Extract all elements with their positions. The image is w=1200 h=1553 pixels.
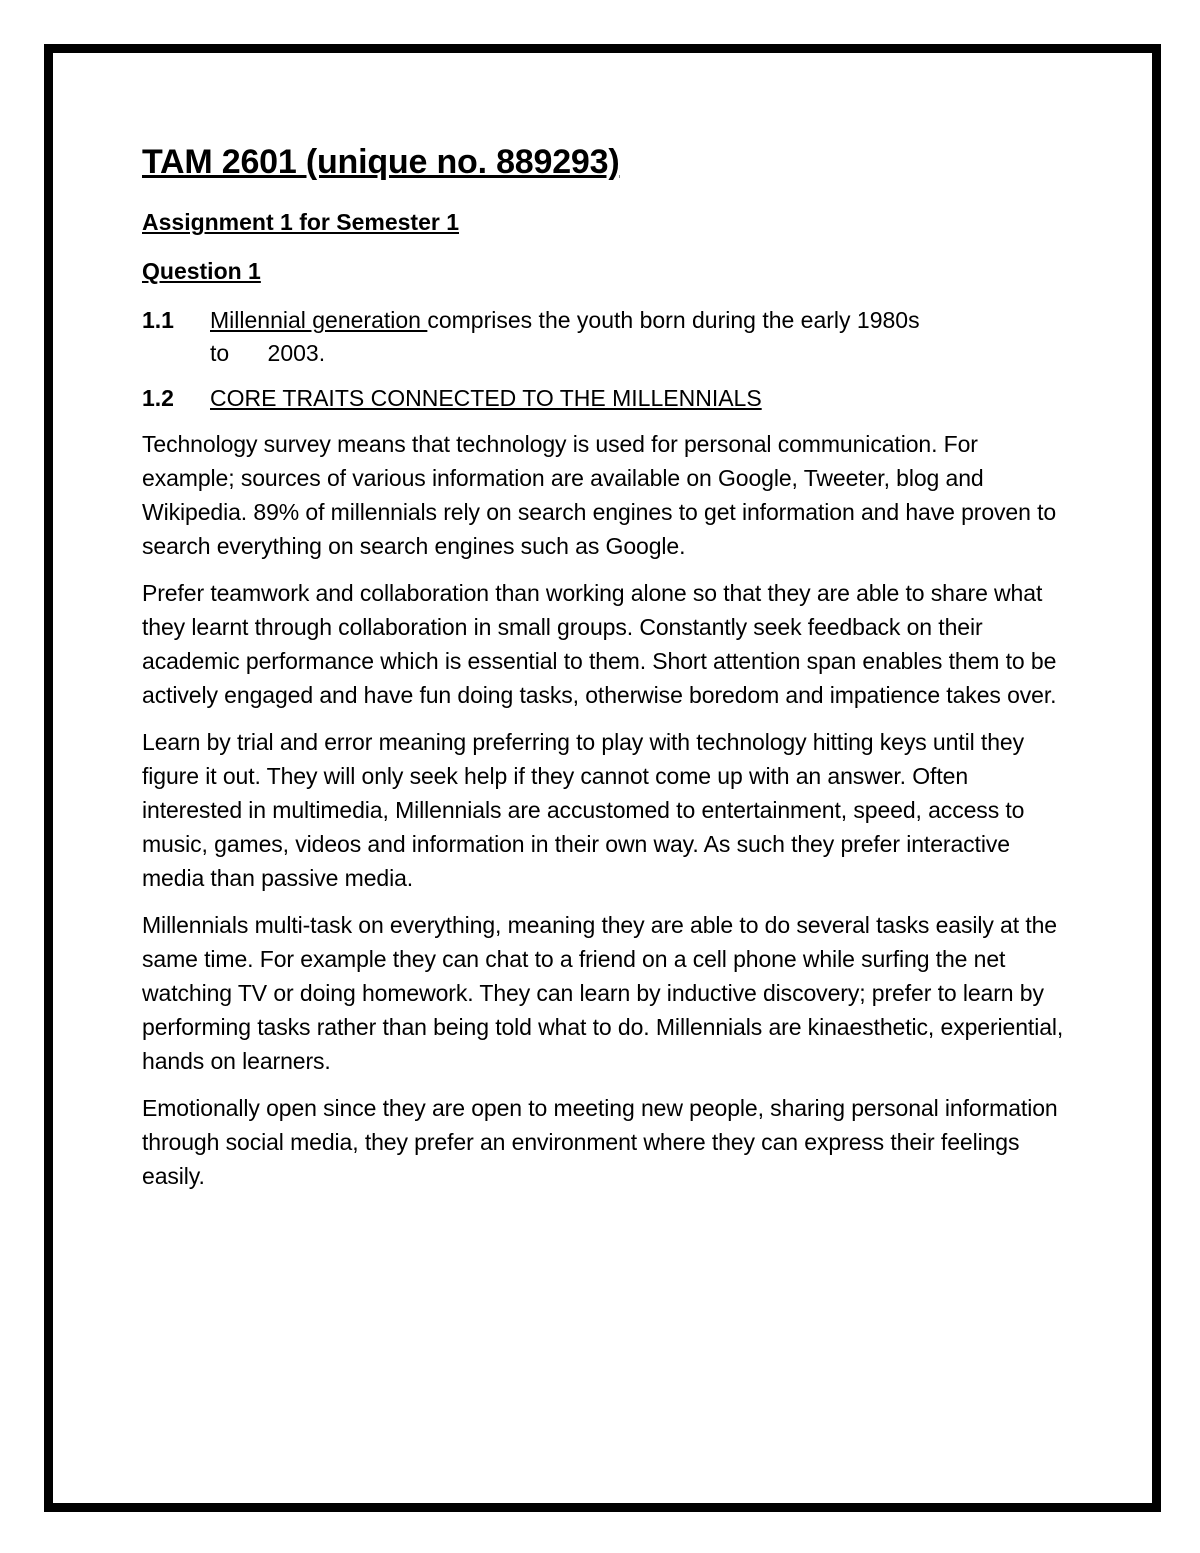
question-heading: Question 1 bbox=[142, 258, 261, 284]
item-1-1-term: Millennial generation bbox=[210, 307, 428, 333]
document-body bbox=[142, 140, 1072, 1206]
document-title: TAM 2601 (unique no. 889293) bbox=[142, 143, 620, 181]
item-1-1-text bbox=[210, 304, 1072, 370]
paragraph-technology: Technology survey means that technology is used for personal communication. For example; sources of various information are available on Google, Tweeter, blog and Wikipedia. 89% of millennials rely on search engines to get information and have proven to search everything on search engines such as Google. bbox=[142, 431, 1057, 559]
item-1-1-body: comprises the youth born during the early 1980s bbox=[427, 307, 920, 333]
item-1-1-continuation: to 2003. bbox=[210, 340, 326, 366]
assignment-heading: Assignment 1 for Semester 1 bbox=[142, 209, 460, 235]
item-1-1-number: 1.1 bbox=[142, 307, 174, 333]
paragraph-emotionally-open: Emotionally open since they are open to meeting new people, sharing personal information through social media, they prefer an environment where they can express their feelings easily. bbox=[142, 1095, 1058, 1189]
item-1-1 bbox=[142, 304, 1072, 370]
paragraph-trial-and-error: Learn by trial and error meaning preferring to play with technology hitting keys until they figure it out. They will only seek help if they cannot come up with an answer. Often interested in multimedia, Millennials are accustomed to entertainment, speed, access to music, games, videos and information in their own way. As such they prefer interactive media than passive media. bbox=[142, 729, 1025, 891]
item-1-2-number: 1.2 bbox=[142, 385, 174, 411]
paragraph-multitask: Millennials multi-task on everything, meaning they are able to do several tasks easily at the same time. For example they can chat to a friend on a cell phone while surfing the net watching TV or doing homework. They can learn by inductive discovery; prefer to learn by performing tasks rather than being told what to do. Millennials are kinaesthetic, experiential, hands on learners. bbox=[142, 912, 1064, 1074]
item-1-2 bbox=[142, 382, 1072, 415]
paragraph-teamwork: Prefer teamwork and collaboration than working alone so that they are able to share what they learnt through collaboration in small groups. Constantly seek feedback on their academic performance which is essential to them. Short attention span enables them to be actively engaged and have fun doing tasks, otherwise boredom and impatience takes over. bbox=[142, 580, 1057, 708]
item-1-2-heading: CORE TRAITS CONNECTED TO THE MILLENNIALS bbox=[210, 385, 762, 411]
